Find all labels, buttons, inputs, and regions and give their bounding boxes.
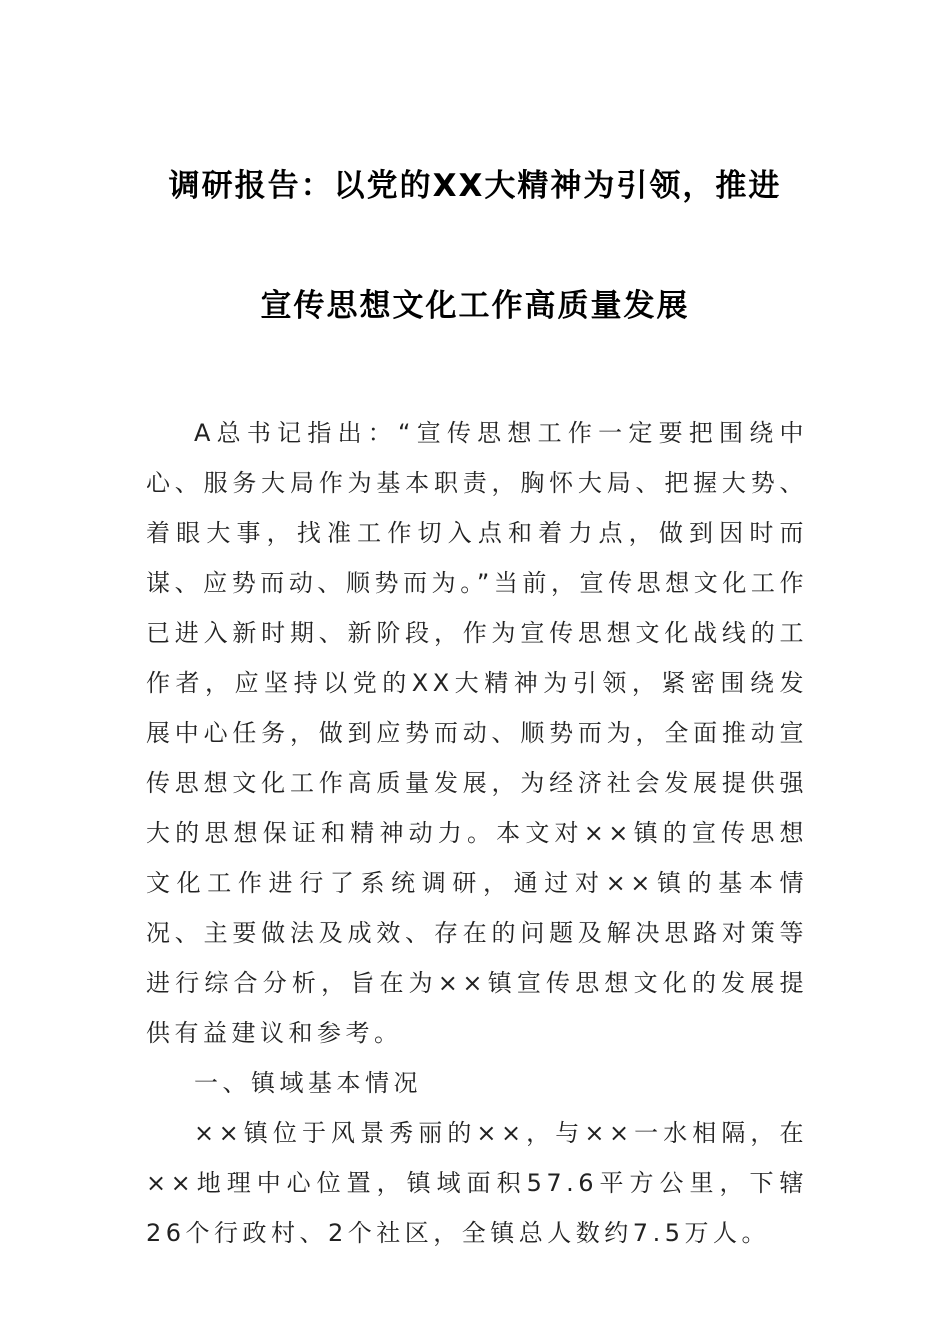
document-title-line-1: 调研报告：以党的XX大精神为引领，推进 bbox=[168, 168, 782, 204]
document-body bbox=[146, 408, 808, 1258]
paragraph-town-overview: ××镇位于风景秀丽的××，与××一水相隔，在××地理中心位置，镇域面积57.6平方公里，下辖26个行政村、2个社区，全镇总人数约7.5万人。 bbox=[146, 1119, 808, 1247]
paragraph-intro: A总书记指出：“宣传思想工作一定要把围绕中心、服务大局作为基本职责，胸怀大局、把握大势、着眼大事，找准工作切入点和着力点，做到因时而谋、应势而动、顺势而为。”当前，宣传思想文化工作已进入新时期、新阶段，作为宣传思想文化战线的工作者，应坚持以党的XX大精神为引领，紧密围绕发展中心任务，做到应势而动、顺势而为，全面推动宣传思想文化工作高质量发展，为经济社会发展提供强大的思想保证和精神动力。本文对××镇的宣传思想文化工作进行了系统调研，通过对××镇的基本情况、主要做法及成效、存在的问题及解决思路对策等进行综合分析，旨在为××镇宣传思想文化的发展提供有益建议和参考。 bbox=[146, 419, 808, 1047]
document-title-line-2: 宣传思想文化工作高质量发展 bbox=[260, 288, 690, 324]
section-heading-town-overview: 一、镇域基本情况 bbox=[194, 1069, 422, 1097]
